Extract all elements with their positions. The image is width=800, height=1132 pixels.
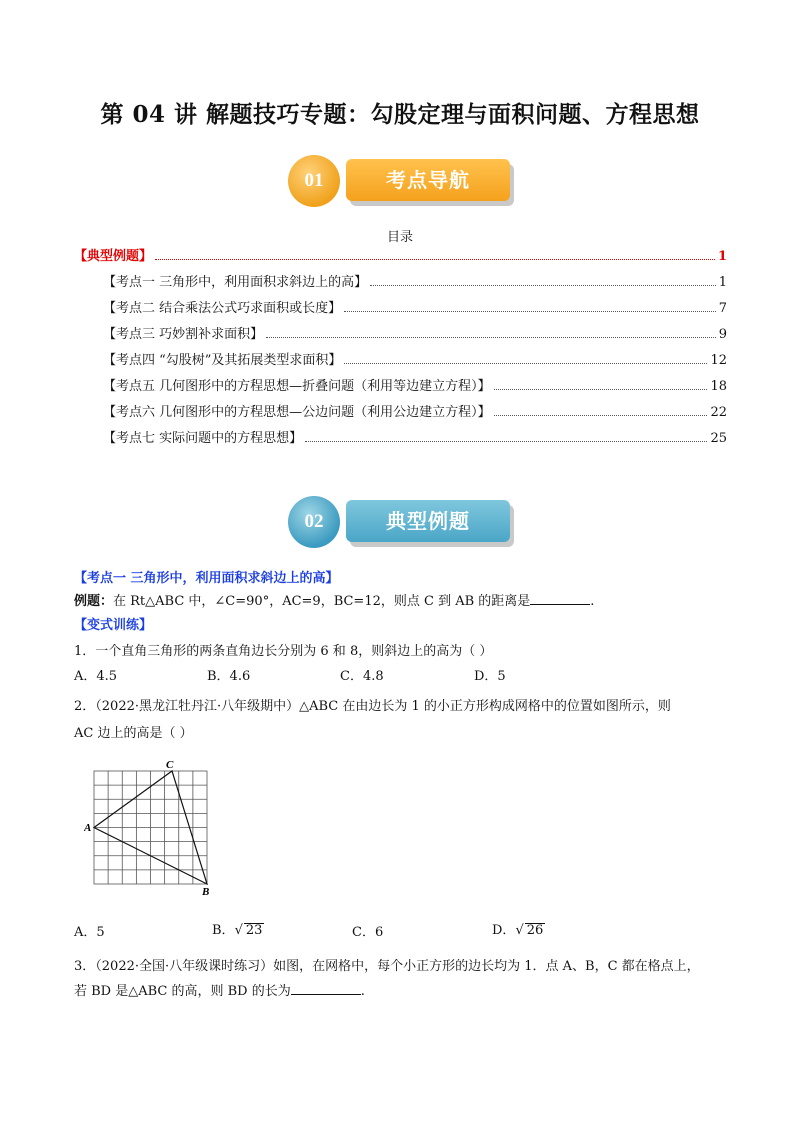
toc-row-topic-5[interactable]: 【考点五 几何图形中的方程思想—折叠问题（利用等边建立方程）】 18 [103, 379, 727, 394]
question-1-text: 1．一个直角三角形的两条直角边长分别为 6 和 8，则斜边上的高为（ ） [74, 644, 493, 659]
grid-triangle-figure [84, 757, 220, 897]
sqrt-radicand: 23 [245, 923, 263, 938]
toc-row-topic-1[interactable]: 【考点一 三角形中，利用面积求斜边上的高】 1 [103, 275, 727, 290]
q2-option-b[interactable]: B．√ 23 [212, 923, 263, 938]
question-2-line-2: AC 边上的高是（ ） [74, 726, 193, 741]
answer-blank[interactable] [291, 982, 361, 995]
toc-leader-dots [494, 388, 708, 390]
toc-row-topic-6[interactable]: 【考点六 几何图形中的方程思想—公边问题（利用公边建立方程）】 22 [103, 405, 727, 420]
badge-label: 典型例题 [346, 500, 510, 542]
point-label-b: B [202, 886, 210, 897]
point-label-c: C [166, 759, 174, 771]
toc-leader-dots [344, 310, 716, 312]
toc-row-topic-4[interactable]: 【考点四 “勾股树”及其拓展类型求面积】 12 [103, 353, 727, 368]
q1-option-c[interactable]: C．4.8 [340, 669, 384, 684]
question-2-line-1: 2．（2022·黑龙江牡丹江·八年级期中）△ABC 在由边长为 1 的小正方形构成网格中的位置如图所示，则 [74, 699, 671, 714]
question-3-line-1: 3．（2022·全国·八年级课时练习）如图，在网格中，每个小正方形的边长均为 1．点 A、B，C 都在格点上， [74, 959, 700, 974]
toc-leader-dots [494, 414, 708, 416]
practice-heading: 【变式训练】 [74, 618, 153, 633]
q1-option-d[interactable]: D．5 [474, 669, 506, 684]
example-label: 例题： [74, 594, 114, 609]
toc-heading: 目录 [386, 230, 413, 245]
toc-row-topic-3[interactable]: 【考点三 巧妙割补求面积】 9 [103, 327, 727, 342]
document-title: 第 04 讲 解题技巧专题：勾股定理与面积问题、方程思想 [100, 101, 700, 128]
toc-leader-dots [344, 362, 707, 364]
sqrt-radicand: 26 [526, 923, 544, 938]
example-text: 在 Rt△ABC 中，∠C=90°，AC=9，BC=12，则点 C 到 AB 的距离是 [113, 594, 531, 609]
toc-leader-dots [266, 336, 716, 338]
badge-label: 考点导航 [346, 159, 510, 201]
toc-leader-dots [305, 440, 707, 442]
toc-row-topic-2[interactable]: 【考点二 结合乘法公式巧求面积或长度】 7 [103, 301, 727, 316]
point-label-a: A [84, 822, 92, 834]
toc-row-examples[interactable]: 【典型例题】 1 [74, 249, 727, 264]
badge-number: 02 [288, 496, 340, 548]
toc-leader-dots [370, 284, 716, 286]
section-badge-examples [288, 496, 518, 548]
q2-option-a[interactable]: A．5 [74, 925, 105, 940]
q1-option-b[interactable]: B．4.6 [207, 669, 251, 684]
q2-option-d[interactable]: D．√ 26 [492, 923, 544, 938]
answer-blank[interactable] [530, 592, 590, 605]
toc-row-topic-7[interactable]: 【考点七 实际问题中的方程思想】 25 [103, 431, 727, 446]
question-3-line-2: 若 BD 是△ABC 的高，则 BD 的长为 . [74, 984, 365, 999]
badge-number: 01 [288, 155, 340, 207]
section-badge-navigation [288, 155, 518, 207]
q2-option-c[interactable]: C．6 [352, 925, 384, 940]
toc-leader-dots [155, 258, 715, 260]
topic-1-heading: 【考点一 三角形中，利用面积求斜边上的高】 [74, 571, 339, 586]
q1-option-a[interactable]: A．4.5 [74, 669, 118, 684]
example-line: 例题：在 Rt△ABC 中，∠C=90°，AC=9，BC=12，则点 C 到 AB 的距离是 . [74, 594, 595, 609]
